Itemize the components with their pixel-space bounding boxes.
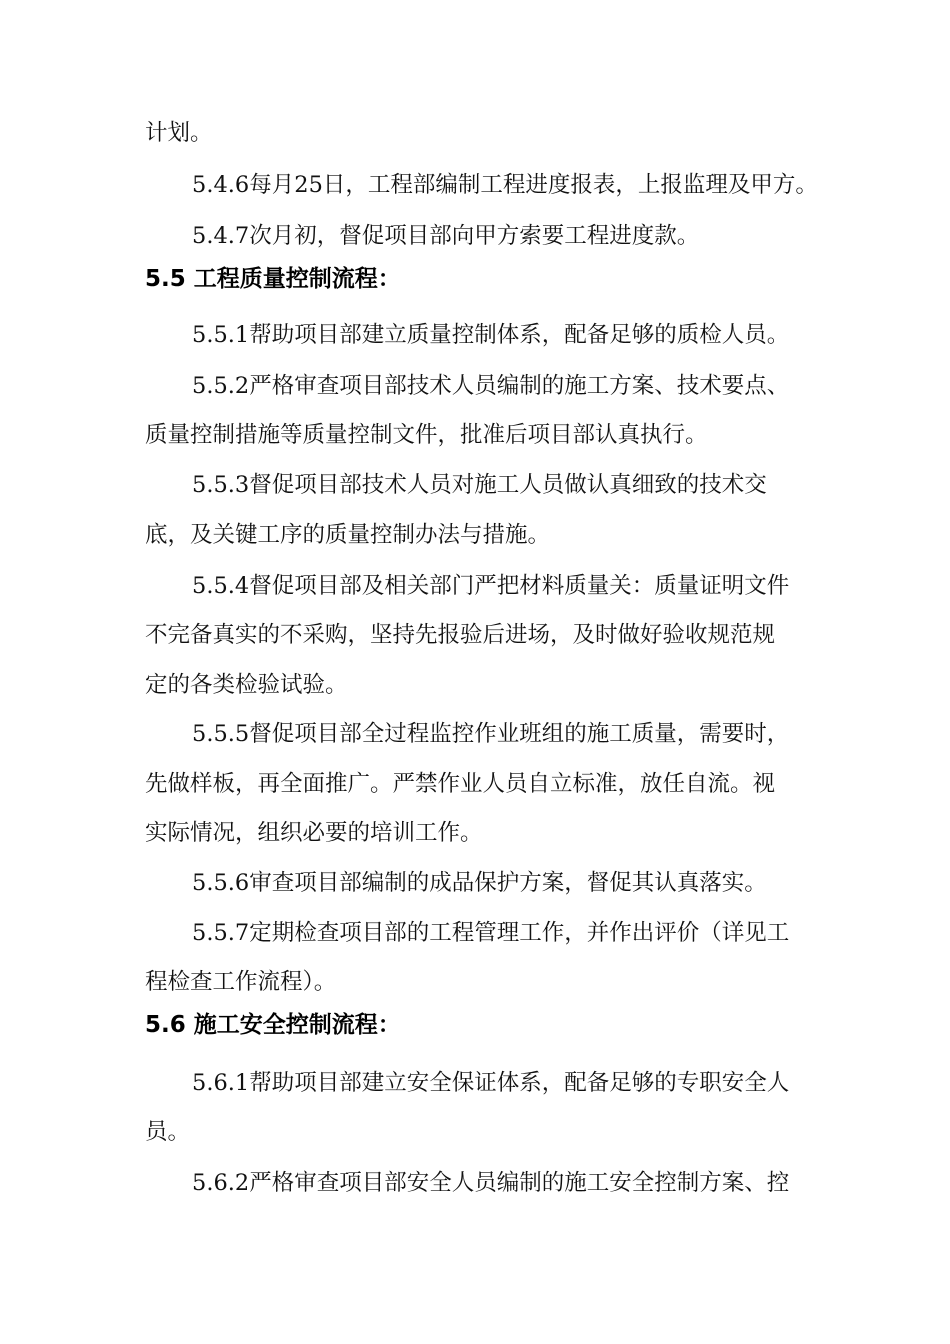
clause-5-4-6: 5.4.6每月25日，工程部编制工程进度报表，上报监理及甲方。	[192, 172, 818, 198]
clause-5-5-4: 5.5.4督促项目部及相关部门严把材料质量关：质量证明文件	[192, 573, 790, 599]
clause-5-5-1: 5.5.1帮助项目部建立质量控制体系，配备足够的质检人员。	[192, 322, 790, 348]
section-heading-5-6: 5.6 施工安全控制流程：	[145, 1012, 401, 1038]
clause-5-5-5: 5.5.5督促项目部全过程监控作业班组的施工质量，需要时，	[192, 721, 790, 747]
clause-5-5-3: 5.5.3督促项目部技术人员对施工人员做认真细致的技术交	[192, 472, 767, 498]
clause-5-5-5-cont-1: 先做样板，再全面推广。严禁作业人员自立标准，放任自流。视	[145, 771, 776, 797]
clause-5-5-7-cont: 程检查工作流程）。	[145, 969, 337, 995]
text-line-plan-end: 计划。	[145, 120, 213, 146]
clause-5-4-7: 5.4.7次月初，督促项目部向甲方索要工程进度款。	[192, 223, 700, 249]
clause-5-5-2: 5.5.2严格审查项目部技术人员编制的施工方案、技术要点、	[192, 373, 790, 399]
clause-5-5-5-cont-2: 实际情况，组织必要的培训工作。	[145, 820, 483, 846]
section-heading-5-5: 5.5 工程质量控制流程：	[145, 266, 401, 292]
clause-5-6-1-cont: 员。	[145, 1119, 191, 1145]
clause-5-5-4-cont-2: 定的各类检验试验。	[145, 672, 348, 698]
clause-5-5-3-cont: 底，及关键工序的质量控制办法与措施。	[145, 522, 551, 548]
clause-5-5-4-cont-1: 不完备真实的不采购，坚持先报验后进场，及时做好验收规范规	[145, 622, 776, 648]
clause-5-5-7: 5.5.7定期检查项目部的工程管理工作，并作出评价（详见工	[192, 920, 790, 946]
clause-5-5-2-cont: 质量控制措施等质量控制文件，批准后项目部认真执行。	[145, 422, 708, 448]
clause-5-6-1: 5.6.1帮助项目部建立安全保证体系，配备足够的专职安全人	[192, 1070, 790, 1096]
clause-5-5-6: 5.5.6审查项目部编制的成品保护方案，督促其认真落实。	[192, 870, 767, 896]
clause-5-6-2: 5.6.2严格审查项目部安全人员编制的施工安全控制方案、控	[192, 1170, 790, 1196]
